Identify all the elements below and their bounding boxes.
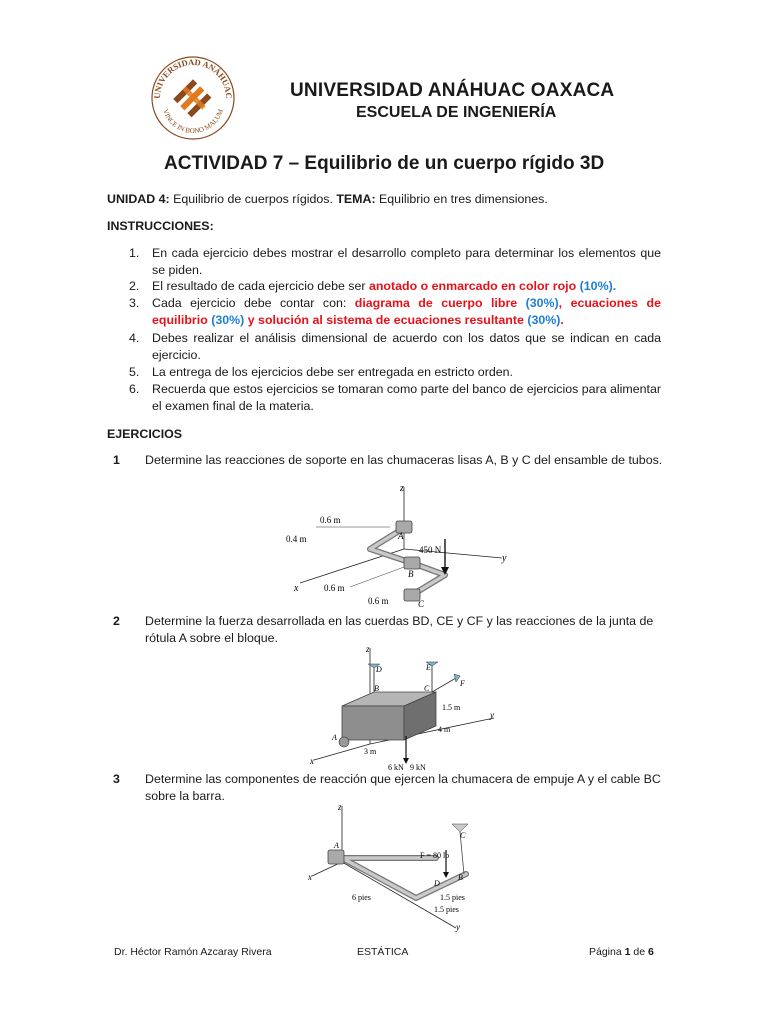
logo-ring-text-top: UNIVERSIDAD ANÁHUAC [151, 56, 235, 99]
university-logo [150, 55, 236, 141]
exercise-3-figure [306, 802, 496, 937]
point-d-label: D [376, 665, 382, 674]
point-c-label: C [460, 831, 466, 840]
point-f-label: F [460, 679, 465, 688]
axis-x-label: x [294, 583, 299, 594]
dimension-label: 1.5 pies [440, 893, 465, 902]
axis-y-label: y [456, 922, 460, 932]
footer-author: Dr. Héctor Ramón Azcaray Rivera [114, 946, 272, 958]
force-label: 6 kN [388, 763, 404, 770]
unidad-label: UNIDAD 4: [107, 192, 170, 206]
point-b-label: B [374, 684, 379, 693]
instruction-number: 6. [129, 382, 140, 396]
instruction-text: La entrega de los ejercicios debe ser entregada en estricto orden. [152, 365, 513, 379]
dimension-label: 6 pies [352, 893, 371, 902]
dimension-label: 4 m [438, 725, 451, 734]
exercise-number: 3 [113, 772, 120, 786]
dimension-label: 0.6 m [324, 583, 345, 593]
exercise-number: 2 [113, 614, 120, 628]
instruction-number: 5. [129, 365, 140, 379]
instruction-text: Cada ejercicio debe contar con: diagrama de cuerpo libre (30%), ecuaciones de equilibrio (30%) y solución al sistema de ecuaciones resultante (30%). [152, 296, 661, 327]
exercise-2-figure [308, 644, 498, 775]
unidad-value: Equilibrio de cuerpos rígidos. [169, 192, 337, 206]
point-e-label: E [426, 663, 431, 672]
dimension-label: 1.5 pies [434, 905, 459, 914]
axis-y-label: y [502, 553, 507, 564]
axis-x-label: x [310, 756, 314, 766]
instructions-heading: INSTRUCCIONES: [107, 219, 214, 233]
axis-z-label: z [338, 802, 342, 812]
logo-ring-text-bottom: VINCE IN BONO MALUM [161, 108, 225, 136]
axis-x-label: x [308, 872, 312, 882]
footer-page: Página 1 de 6 [589, 946, 654, 958]
instruction-text: Recuerda que estos ejercicios se tomaran como parte del banco de ejercicios para alimentar el examen final de la materia. [152, 382, 661, 413]
point-b-label: B [458, 873, 463, 882]
instruction-number: 2. [129, 279, 140, 293]
footer-course: ESTÁTICA [357, 946, 409, 958]
exercise-number: 1 [113, 453, 120, 467]
instruction-text: El resultado de cada ejercicio debe ser anotado o enmarcado en color rojo (10%). [152, 279, 617, 293]
exercise-text: Determine la fuerza desarrollada en las cuerdas BD, CE y CF y las reacciones de la junta de rótula A sobre el bloque. [145, 614, 654, 645]
point-b-label: B [408, 569, 414, 579]
instruction-number: 3. [129, 296, 140, 310]
instruction-text: En cada ejercicio debes mostrar el desarrollo completo para determinar los elementos que se piden. [152, 246, 661, 277]
axis-z-label: z [400, 483, 404, 494]
exercise-1-figure [280, 483, 520, 616]
force-label: 450 N [419, 545, 442, 555]
point-d-label: D [434, 879, 440, 888]
dimension-label: 1.5 m [442, 703, 461, 712]
tema-label: TEMA: [336, 192, 376, 206]
point-a-label: A [398, 531, 404, 541]
instruction-text: Debes realizar el análisis dimensional de acuerdo con los datos que se indican en cada ejercicio. [152, 331, 661, 362]
school-name: ESCUELA DE INGENIERÍA [356, 104, 557, 121]
point-c-label: C [418, 599, 425, 609]
axis-y-label: y [490, 710, 494, 720]
point-c-label: C [424, 684, 430, 693]
exercise-text: Determine las reacciones de soporte en las chumaceras lisas A, B y C del ensamble de tubos. [145, 453, 663, 467]
unidad-line [107, 191, 548, 208]
point-a-label: A [332, 733, 337, 742]
dimension-label: 3 m [364, 747, 377, 756]
instruction-number: 4. [129, 331, 140, 345]
dimension-label: 0.6 m [320, 515, 341, 525]
point-a-label: A [334, 841, 339, 850]
exercise-text: Determine las componentes de reacción que ejercen la chumacera de empuje A y el cable BC sobre la barra. [145, 772, 661, 803]
force-label: 9 kN [410, 763, 426, 770]
dimension-label: 0.6 m [368, 596, 389, 606]
force-label: F = 80 lb [420, 851, 450, 860]
page-title: ACTIVIDAD 7 – Equilibrio de un cuerpo rígido 3D [164, 153, 605, 174]
tema-value: Equilibrio en tres dimensiones. [375, 192, 548, 206]
axis-z-label: z [366, 644, 370, 654]
instruction-number: 1. [129, 246, 140, 260]
exercises-heading: EJERCICIOS [107, 427, 183, 441]
university-name: UNIVERSIDAD ANÁHUAC OAXACA [290, 80, 615, 101]
dimension-label: 0.4 m [286, 534, 307, 544]
